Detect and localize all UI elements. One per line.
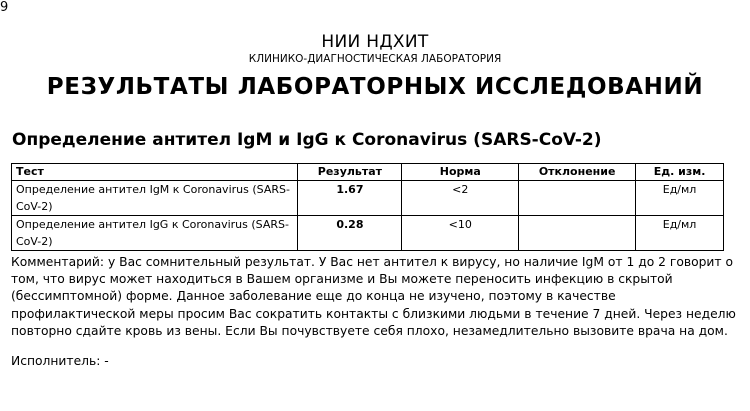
- page-number-fragment: 9: [0, 0, 9, 15]
- comment-text: Комментарий: у Вас сомнительный результат. У Вас нет антител к вирусу, но наличие IgM от 1 до 2 говорит о том, что вирус может находиться в Вашем организме и Вы можете переносить инфекцию в скрытой (бессимптомной) форме. Данное заболевание еще до конца не изучено, поэтому в качестве профилактической меры просим Вас сократить контакты с близкими людьми в течение 7 дней. Через неделю повторно сдайте кровь из вены. Если Вы почувствуете себя плохо, незамедлительно вызовите врача на дом.: [11, 255, 736, 338]
- unit-cell: Ед/мл: [636, 216, 724, 251]
- deviation-cell: [519, 181, 636, 216]
- table-row: [12, 181, 724, 216]
- norm-cell: <2: [402, 181, 519, 216]
- laboratory-name: КЛИНИКО-ДИАГНОСТИЧЕСКАЯ ЛАБОРАТОРИЯ: [248, 53, 502, 65]
- executor-line: Исполнитель: -: [11, 354, 109, 368]
- test-subtitle: Определение антител IgM и IgG к Coronavirus (SARS-CoV-2): [12, 130, 602, 150]
- column-header-deviation: Отклонение: [519, 164, 636, 181]
- norm-cell: <10: [402, 216, 519, 251]
- result-cell: 0.28: [298, 216, 402, 251]
- column-header-unit: Ед. изм.: [636, 164, 724, 181]
- unit-cell: Ед/мл: [636, 181, 724, 216]
- deviation-cell: [519, 216, 636, 251]
- column-header-result: Результат: [298, 164, 402, 181]
- result-cell: 1.67: [298, 181, 402, 216]
- column-header-test: Тест: [12, 164, 298, 181]
- table-row: [12, 216, 724, 251]
- column-header-norm: Норма: [402, 164, 519, 181]
- document-title: РЕЗУЛЬТАТЫ ЛАБОРАТОРНЫХ ИССЛЕДОВАНИЙ: [46, 74, 704, 100]
- table-header-row: [12, 164, 724, 181]
- results-table: [11, 163, 724, 251]
- test-name-cell: Определение антител IgM к Coronavirus (SARS-CoV-2): [12, 181, 298, 216]
- organization-name: НИИ НДХИТ: [321, 32, 429, 52]
- test-name-cell: Определение антител IgG к Coronavirus (SARS-CoV-2): [12, 216, 298, 251]
